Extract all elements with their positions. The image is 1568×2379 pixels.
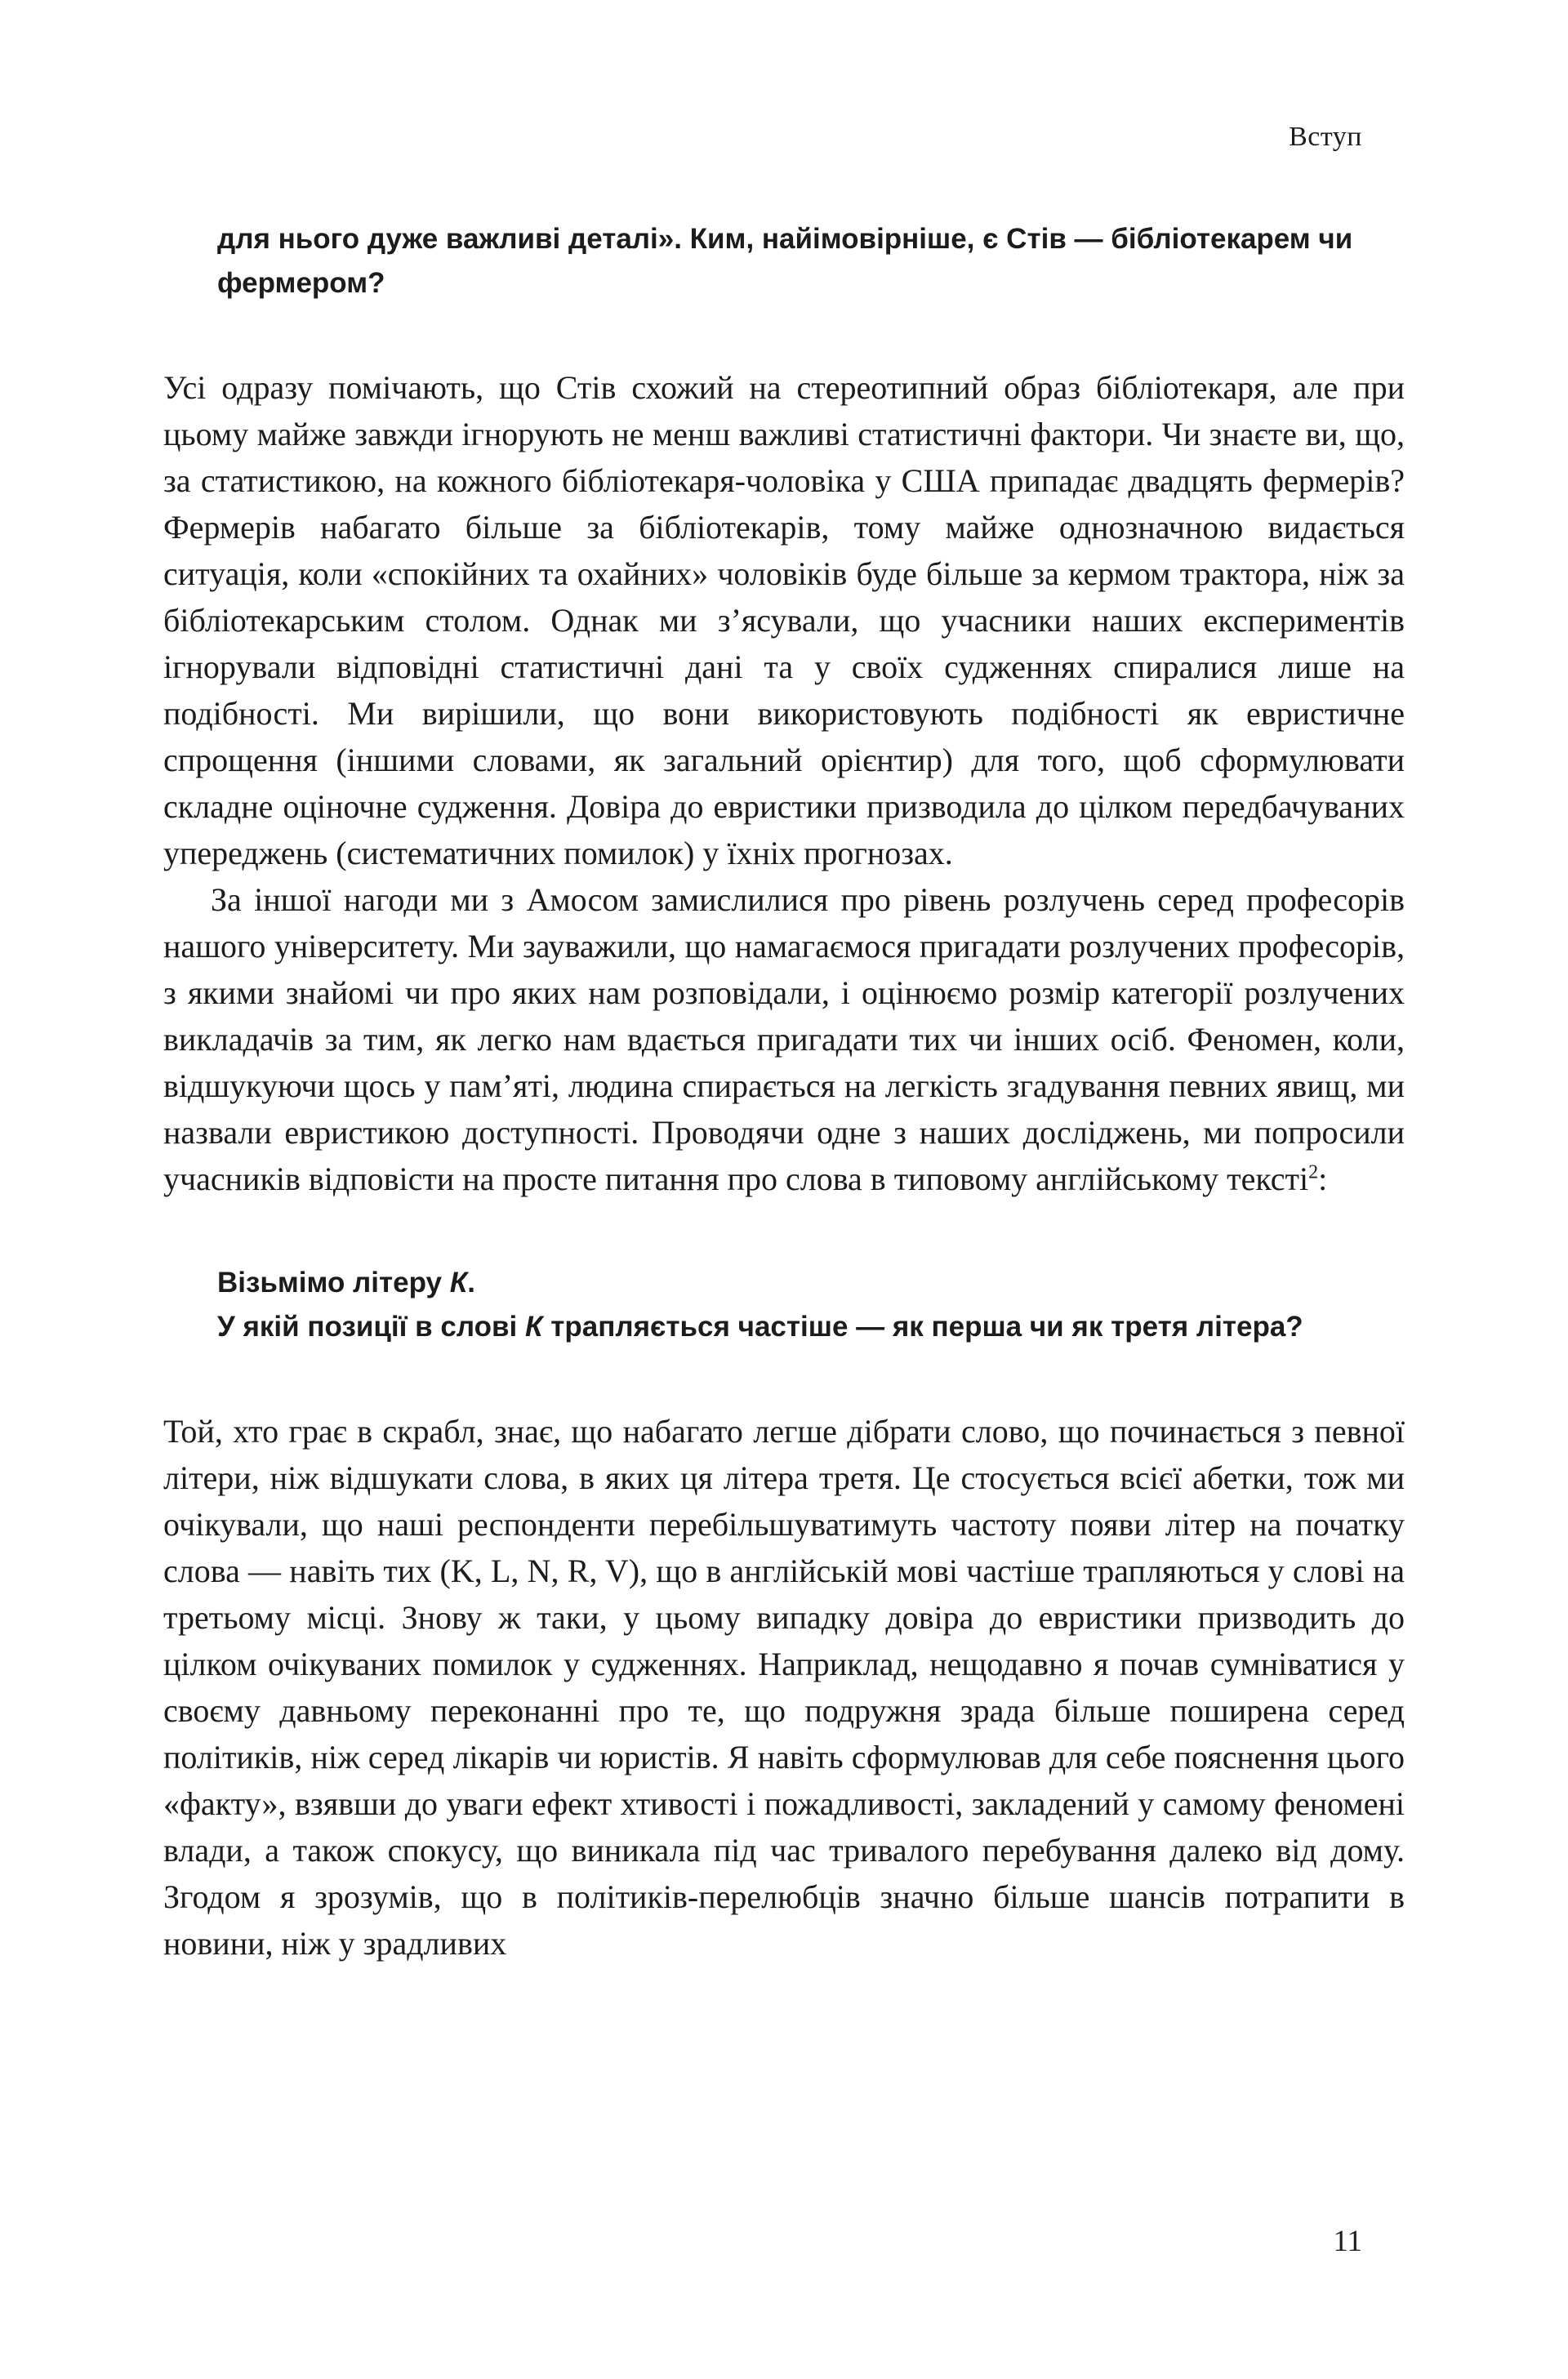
example-text: У якій позиції в слові: [217, 1311, 526, 1343]
paragraph-text: Усі одразу помічають, що Стів схожий на стереотипний образ бібліотекаря, але при цьому майже завжди ігнорують не менш важливі статистичні фактори. Чи знаєте ви, що, за статистикою, на кожного бібліотекаря-чоловіка у США припадає двадцять фермерів? Фермерів набагато більше за бібліотекарів, тому майже однозначною видається ситуація, коли «спокійних та охайних» чоловіків буде більше за кермом трактора, ніж за бібліотекарським столом. Однак ми з’ясували, що учасники наших експериментів ігнорували відповідні статистичні дані та у своїх судженнях спиралися лише на подібності. Ми вирішили, що вони використовують подібності як евристичне спрощення (іншими словами, як загальний орієнтир) для того, щоб сформулювати складне оціночне судження. Довіра до евристики призводила до цілком передбачуваних упереджень (систематичних помилок) у їхніх прогнозах.: [163, 369, 1405, 871]
opening-quote-text: для нього дуже важливі деталі». Ким, найімовірніше, є Стів — бібліотекарем чи фермером?: [217, 223, 1353, 299]
example-line: [217, 1305, 1405, 1349]
running-head: Вступ: [1289, 122, 1362, 152]
example-text-tail: .: [467, 1267, 475, 1299]
example-text-tail: трапляється частіше — як перша чи як третя літера?: [542, 1311, 1303, 1343]
example-letter-italic: К: [449, 1267, 468, 1299]
example-text: Візьмімо літеру: [217, 1267, 450, 1299]
paragraph-text-tail: :: [1318, 1161, 1328, 1197]
body-paragraph: [163, 876, 1405, 1202]
footnote-reference: 2: [1308, 1161, 1319, 1183]
paragraph-text: За іншої нагоди ми з Амосом замислилися про рівень розлучень серед професорів нашого університету. Ми зауважили, що намагаємося пригадати розлучених професорів, з якими знайомі чи про яких нам розповідали, і оцінюємо розмір категорії розлучених викладачів за тим, як легко нам вдається пригадати тих чи інших осіб. Феномен, коли, відшукуючи щось у пам’яті, людина спирається на легкість згадування певних явищ, ми назвали евристикою доступності. Проводячи одне з наших досліджень, ми попросили учасників відповісти на просте питання про слова в типовому англійському тексті: [163, 881, 1405, 1197]
body-paragraph: [163, 1408, 1405, 1967]
example-block: [217, 1261, 1405, 1349]
example-line: [217, 1261, 1405, 1305]
paragraph-text: Той, хто грає в скрабл, знає, що набагато легше дібрати слово, що починається з певної літери, ніж відшукати слова, в яких ця літера третя. Це стосується всієї абетки, тож ми очікували, що наші респонденти перебільшуватимуть частоту появи літер на початку слова — навіть тих (K, L, N, R, V), що в англійській мові частіше трапляються у слові на третьому місці. Знову ж таки, у цьому випадку довіра до евристики призводить до цілком очікуваних помилок у судженнях. Наприклад, нещодавно я почав сумніватися у своєму давньому переконанні про те, що подружня зрада більше поширена серед політиків, ніж серед лікарів чи юристів. Я навіть сформулював для себе пояснення цього «факту», взявши до уваги ефект хтивості і пожадливості, закладений у самому феномені влади, а також спокусу, що виникала під час тривалого перебування далеко від дому. Згодом я зрозумів, що в політиків-перелюбців значно більше шансів потрапити в новини, ніж у зрадливих: [163, 1413, 1405, 1962]
opening-quote: [217, 217, 1405, 305]
body-paragraph: [163, 364, 1405, 876]
page-number: 11: [1333, 2225, 1362, 2258]
example-letter-italic: К: [525, 1311, 543, 1343]
